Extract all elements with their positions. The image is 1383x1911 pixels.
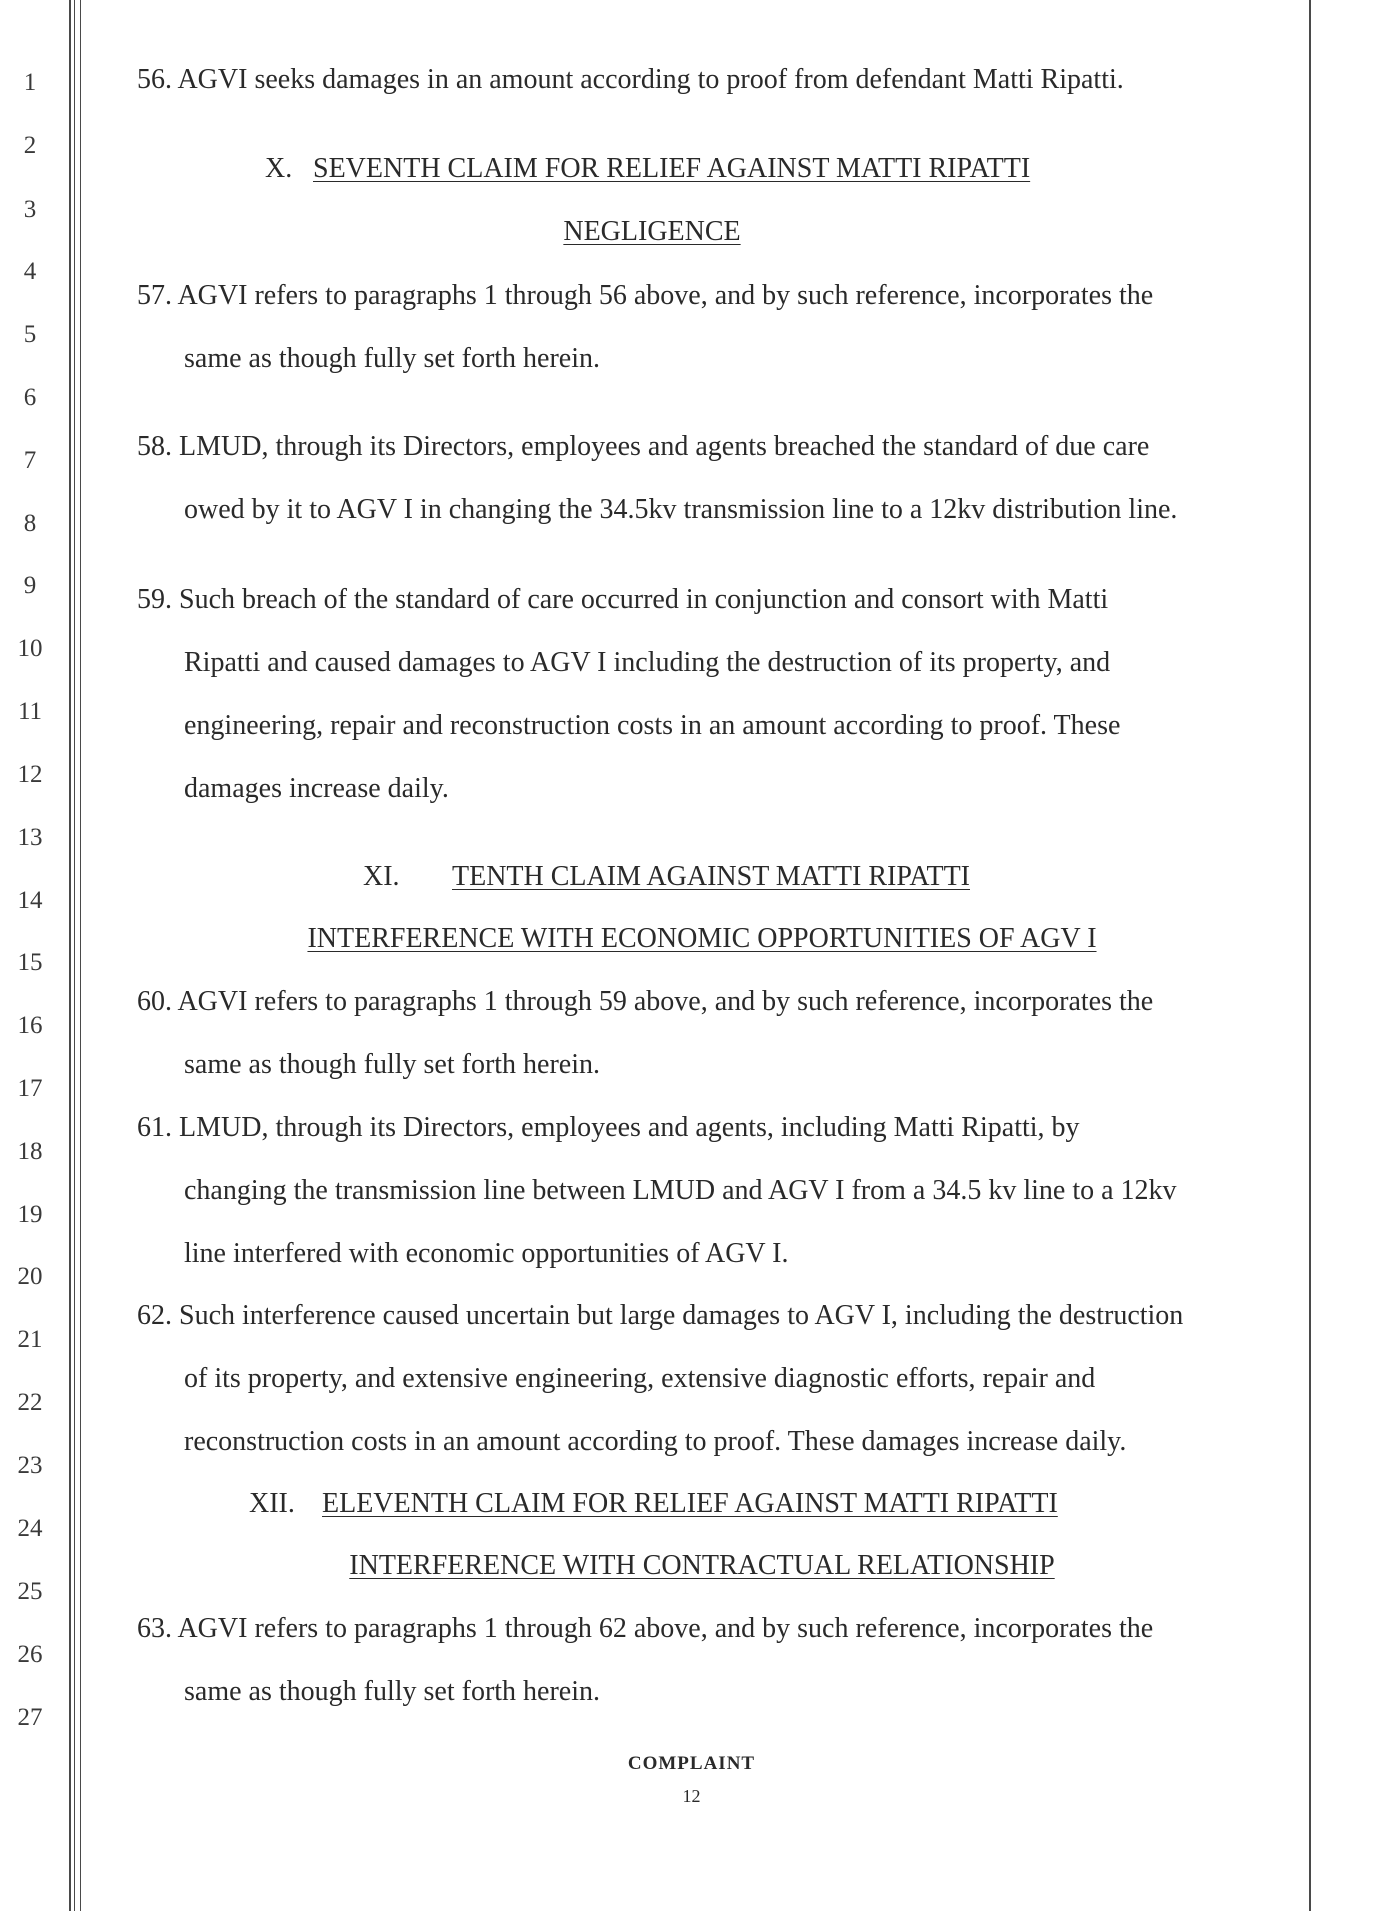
section-xii-number: XII. <box>249 1488 295 1519</box>
line-number: 1 <box>23 69 37 96</box>
section-xi-heading: TENTH CLAIM AGAINST MATTI RIPATTI <box>452 861 970 892</box>
paragraph-63-line-1: 63. AGVI refers to paragraphs 1 through 62 above, and by such reference, incorporates the <box>137 1613 1154 1644</box>
footer-page-number: 12 <box>682 1786 701 1806</box>
line-number: 8 <box>23 510 37 537</box>
line-number: 7 <box>23 447 37 474</box>
paragraph-62-line-2: of its property, and extensive engineering, extensive diagnostic efforts, repair and <box>184 1363 1096 1394</box>
line-number: 14 <box>17 887 43 914</box>
paragraph-57-line-1: 57. AGVI refers to paragraphs 1 through 56 above, and by such reference, incorporates the <box>137 280 1154 311</box>
line-number: 4 <box>23 258 37 285</box>
paragraph-61-line-3: line interfered with economic opportunities of AGV I. <box>184 1238 789 1269</box>
line-number: 10 <box>17 635 43 662</box>
line-number: 21 <box>17 1326 43 1353</box>
line-number: 27 <box>17 1704 43 1731</box>
line-number: 24 <box>17 1515 43 1542</box>
line-number: 5 <box>23 321 37 348</box>
line-number: 18 <box>17 1138 43 1165</box>
paragraph-60-line-1: 60. AGVI refers to paragraphs 1 through 59 above, and by such reference, incorporates the <box>137 986 1154 1017</box>
line-number: 9 <box>23 572 37 599</box>
line-number: 15 <box>17 949 43 976</box>
line-number: 13 <box>17 824 43 851</box>
left-margin-rule-3 <box>80 0 81 1911</box>
paragraph-60-line-2: same as though fully set forth herein. <box>184 1049 601 1080</box>
line-number: 3 <box>23 196 37 223</box>
section-x-heading: SEVENTH CLAIM FOR RELIEF AGAINST MATTI RIPATTI <box>313 153 1031 184</box>
section-x-subheading: NEGLIGENCE <box>563 216 741 247</box>
paragraph-61-line-2: changing the transmission line between LMUD and AGV I from a 34.5 kv line to a 12kv <box>184 1175 1177 1206</box>
line-number: 25 <box>17 1578 43 1605</box>
line-number: 2 <box>23 132 37 159</box>
paragraph-59-line-4: damages increase daily. <box>184 773 449 804</box>
line-number: 16 <box>17 1012 43 1039</box>
paragraph-59-line-2: Ripatti and caused damages to AGV I including the destruction of its property, and <box>184 647 1111 678</box>
section-xi-number: XI. <box>363 861 400 892</box>
paragraph-59-line-1: 59. Such breach of the standard of care occurred in conjunction and consort with Matti <box>137 584 1109 615</box>
line-number: 26 <box>17 1641 43 1668</box>
section-xii-subheading: INTERFERENCE WITH CONTRACTUAL RELATIONSHIP <box>349 1550 1055 1581</box>
line-number: 22 <box>17 1389 43 1416</box>
line-number: 19 <box>17 1201 43 1228</box>
section-xii-heading: ELEVENTH CLAIM FOR RELIEF AGAINST MATTI RIPATTI <box>322 1488 1058 1519</box>
paragraph-58-line-2: owed by it to AGV I in changing the 34.5kv transmission line to a 12kv distribution line. <box>184 494 1178 525</box>
paragraph-59-line-3: engineering, repair and reconstruction costs in an amount according to proof. These <box>184 710 1121 741</box>
paragraph-58-line-1: 58. LMUD, through its Directors, employees and agents breached the standard of due care <box>137 431 1150 462</box>
paragraph-57-line-2: same as though fully set forth herein. <box>184 343 601 374</box>
section-xi-subheading: INTERFERENCE WITH ECONOMIC OPPORTUNITIES OF AGV I <box>307 923 1097 954</box>
line-number: 20 <box>17 1263 43 1290</box>
section-x-number: X. <box>265 153 293 184</box>
paragraph-62-line-1: 62. Such interference caused uncertain but large damages to AGV I, including the destruction <box>137 1300 1184 1331</box>
left-margin-rule-2 <box>74 0 75 1911</box>
paragraph-61-line-1: 61. LMUD, through its Directors, employees and agents, including Matti Ripatti, by <box>137 1112 1080 1143</box>
footer-document-title: COMPLAINT <box>627 1753 756 1774</box>
paragraph-56: 56. AGVI seeks damages in an amount according to proof from defendant Matti Ripatti. <box>137 64 1124 95</box>
paragraph-62-line-3: reconstruction costs in an amount according to proof. These damages increase daily. <box>184 1426 1127 1457</box>
line-number: 12 <box>17 761 43 788</box>
line-number: 17 <box>17 1075 43 1102</box>
paragraph-63-line-2: same as though fully set forth herein. <box>184 1676 601 1707</box>
line-number: 11 <box>17 698 43 725</box>
left-margin-rule-1 <box>69 0 71 1911</box>
right-margin-rule <box>1309 0 1311 1911</box>
line-number: 23 <box>17 1452 43 1479</box>
line-number: 6 <box>23 384 37 411</box>
